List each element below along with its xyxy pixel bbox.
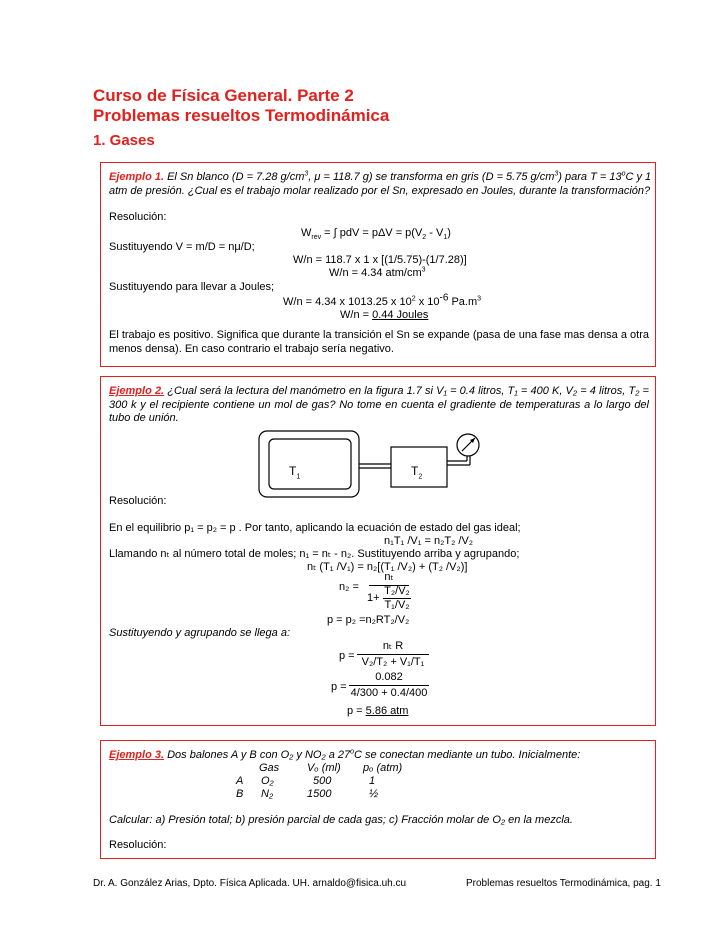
ex2-f2-denominator: V₂/T₂ + V₁/T₁	[361, 656, 425, 668]
ex3-th-gas: Gas	[259, 762, 280, 774]
ex2-statement	[109, 385, 649, 426]
ex3-stmt-a: Dos balones A y B con O₂ y NO₂ a 27	[167, 749, 351, 761]
document-subtitle: Problemas resueltos Termodinámica	[93, 106, 390, 125]
ex1-eq1-d: )	[447, 227, 451, 239]
ex1-substitution-2: Sustituyendo para llevar a Joules;	[109, 281, 275, 293]
ex1-substitution-1: Sustituyendo V = m/D = nμ/D;	[109, 241, 255, 253]
ex2-f2-numerator: nₜ R	[382, 640, 404, 652]
document-title: Curso de Física General. Parte 2	[93, 86, 354, 105]
ex1-eq5-b: 0.44 Joules	[372, 309, 429, 321]
figure-label-t1	[289, 465, 300, 479]
ex2-stmt-text: ¿Cual será la lectura del manómetro en la figura 1.7 si V₁ = 0.4 litros, T₁ = 400 K, V₂ = 4 litros, T₂ = 300 k y el recipiente contiene un mol de gas? No tome en cuenta el gradiente de temperaturas a lo largo del tubo de unión.	[109, 385, 649, 424]
ex2-line-grouped: nₜ (T₁ /V₁) = n₂[(T₁ /V₂) + (T₂ /V₂)]	[307, 561, 468, 573]
ex2-line-pressure: p = p₂ =n₂RT₂/V₂	[327, 614, 410, 626]
ex1-sup-o: o	[621, 170, 626, 178]
ex1-stmt-b: , μ = 118.7 g) se transforma en gris (D = 5.75 g/cm	[308, 171, 555, 183]
ex1-eq-work	[301, 227, 451, 241]
ex1-eq4-sup: 3	[477, 295, 482, 303]
ex2-line-substituting: Sustituyendo y agrupando se llega a:	[109, 627, 291, 639]
ex2-res-b: 5.86 atm	[365, 705, 409, 717]
fig-t1-letter: T	[289, 464, 297, 478]
ex2-line-total-moles: Llamando nₜ al número total de moles; n₁ = nₜ - n₂. Sustituyendo arriba y agrupando;	[109, 548, 520, 560]
ex3-th-pressure: pₒ (atm)	[363, 762, 403, 774]
ex1-eq4-b: x 10	[415, 296, 440, 308]
ex1-eq5-a: W/n =	[340, 309, 373, 321]
ex2-f3-numerator: 0.082	[375, 671, 403, 683]
container-inner-t1	[269, 439, 351, 489]
ex2-f1-inner-den: T₁/V₂	[384, 599, 410, 611]
example-1-box	[100, 162, 656, 367]
ex1-result	[340, 309, 428, 323]
ex1-eq4-e1: 2	[411, 295, 416, 303]
ex1-resolucion: Resolución:	[109, 211, 167, 223]
ex1-eq1-c: - V	[426, 227, 444, 239]
ex1-statement-line2: atm de presión. ¿Cual es el trabajo molar realizado por el Sn, expresado en Joules, durante la transformación?	[109, 185, 651, 197]
ex2-label: Ejemplo 2.	[109, 385, 165, 397]
ex3-resolucion: Resolución:	[109, 839, 167, 851]
ex3-th-volume: Vₒ (ml)	[307, 762, 341, 774]
ex1-conclusion: El trabajo es positivo. Significa que durante la transición el Sn se expande (pasa de una fase mas densa a otra menos densa). En caso contrario el trabajo sería negativo.	[109, 329, 649, 355]
ex3-row-a-pressure: 1	[369, 775, 376, 787]
ex1-eq-wn-result	[329, 267, 426, 281]
ex2-resolucion: Resolución:	[109, 495, 167, 507]
ex2-res-a: p =	[347, 705, 366, 717]
fig-t1-sub: 1	[296, 473, 301, 481]
ex1-eq3-sup: 3	[421, 266, 426, 274]
figure-gas-containers	[251, 427, 491, 502]
ex1-statement-line1	[109, 171, 651, 185]
ex3-row-a-balloon: A	[236, 775, 244, 787]
ex1-stmt-a: El Sn blanco (D = 7.28 g/cm	[167, 171, 305, 183]
footer-author: Dr. A. González Arias, Dpto. Física Aplicada. UH. arnaldo@fisica.uh.cu	[93, 878, 407, 889]
ex1-eq1-b: = ∫ pdV = pΔV = p(V	[321, 227, 423, 239]
fig-t2-letter: T	[411, 464, 419, 478]
ex1-label: Ejemplo 1.	[109, 171, 165, 183]
container-outer-t1	[259, 431, 359, 497]
ex3-stmt-b: C se conectan mediante un tubo. Inicialmente:	[354, 749, 581, 761]
ex2-f3-bar	[349, 685, 429, 686]
ex3-row-b-pressure: ½	[369, 788, 379, 800]
ex1-eq-wn: W/n = 118.7 x 1 x [(1/5.75)-(1/7.28)]	[293, 254, 467, 266]
ex2-line-equilibrium: En el equilibrio p₁ = p₂ = p . Por tanto, aplicando la ecuación de estado del gas ideal;	[109, 522, 521, 534]
ex3-question: Calcular: a) Presión total; b) presión parcial de cada gas; c) Fracción molar de O₂ en la mezcla.	[109, 814, 573, 826]
example-3-box	[100, 740, 656, 859]
ex3-row-b-volume: 1500	[307, 788, 332, 800]
ex1-stmt-d: C y 1	[625, 171, 652, 183]
ex1-eq4-a: W/n = 4.34 x 1013.25 x 10	[283, 296, 412, 308]
ex3-row-a-gas: O₂	[261, 775, 274, 787]
ex2-f1-lhs: n₂ =	[339, 581, 359, 593]
ex3-stmt-sup: o	[350, 748, 355, 756]
ex1-sup-b: 3	[554, 170, 559, 178]
ex1-eq1-sub: rev	[311, 234, 322, 242]
fig-t2-sub: 2	[418, 473, 423, 481]
ex2-line-state-eq: n₁T₁ /V₁ = n₂T₂ /V₂	[384, 535, 474, 547]
figure-label-t2	[411, 465, 422, 479]
ex3-label: Ejemplo 3.	[109, 749, 165, 761]
ex1-eq1-s1: 1	[443, 234, 448, 242]
ex1-eq-joules	[283, 292, 482, 310]
ex2-f1-numerator: nₜ	[384, 571, 394, 583]
ex3-statement	[109, 749, 580, 763]
ex1-eq1-a: W	[301, 227, 312, 239]
ex1-eq4-c: Pa.m	[448, 296, 478, 308]
ex1-sup-a: 3	[304, 170, 309, 178]
ex1-eq3-a: W/n = 4.34 atm/cm	[329, 267, 422, 279]
ex2-f1-inner-num: T₂/V₂	[384, 585, 410, 597]
ex3-row-b-balloon: B	[236, 788, 244, 800]
ex2-f3-lhs: p =	[331, 681, 347, 693]
ex2-f2-lhs: p =	[339, 650, 355, 662]
footer-page: Problemas resueltos Termodinámica, pag. 1	[466, 878, 661, 889]
ex1-eq1-s2: 2	[422, 234, 427, 242]
section-heading: 1. Gases	[93, 132, 155, 149]
ex2-f2-bar	[357, 654, 429, 655]
ex1-eq4-e2: -6	[439, 292, 449, 304]
example-2-box	[100, 376, 656, 726]
ex2-f1-den-prefix: 1+	[367, 592, 380, 604]
ex1-stmt-c: ) para T = 13	[558, 171, 622, 183]
ex3-row-b-gas: N₂	[261, 788, 274, 800]
ex2-result	[347, 705, 408, 719]
ex3-row-a-volume: 500	[313, 775, 332, 787]
ex2-f3-denominator: 4/300 + 0.4/400	[350, 687, 428, 699]
